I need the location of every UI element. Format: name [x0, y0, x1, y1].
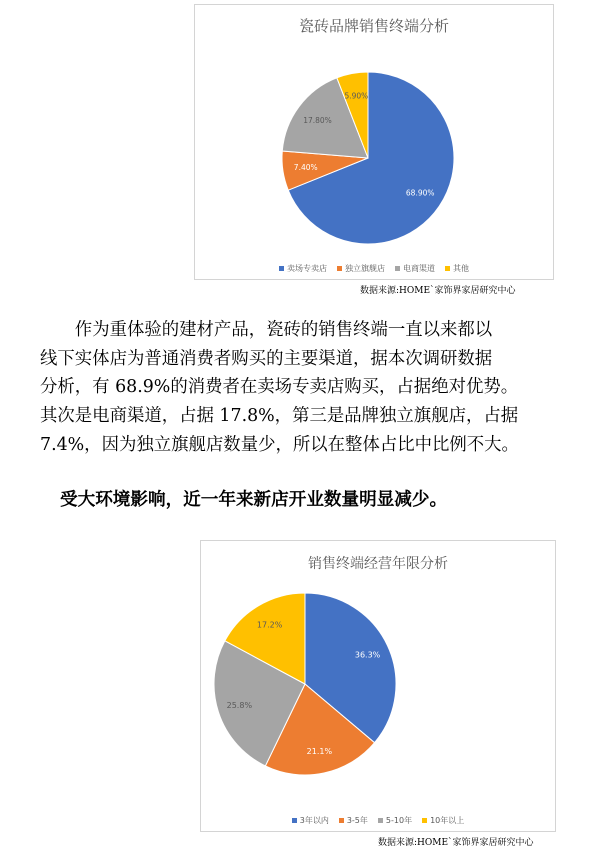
pie-data-label-1: 36.3%	[354, 650, 381, 660]
source-note-2: 数据来源:HOME`家饰界家居研究中心	[378, 838, 534, 848]
legend-item	[339, 815, 368, 826]
chart-1-container	[194, 4, 554, 280]
pie-data-label-3: 17.80%	[303, 115, 332, 125]
legend-label: 5-10年	[385, 816, 413, 825]
chart-1-legend	[195, 263, 553, 274]
pie-data-label-3: 25.8%	[226, 700, 253, 710]
legend-label: 其他	[453, 264, 469, 273]
legend-item	[292, 815, 329, 826]
legend-swatch	[279, 266, 284, 271]
legend-label: 10年以上	[430, 816, 465, 825]
legend-item	[395, 263, 435, 274]
chart-1-pie	[195, 41, 553, 271]
chart-2-pie	[201, 581, 555, 817]
legend-swatch	[378, 818, 383, 823]
legend-label: 卖场专卖店	[287, 264, 327, 273]
chart-2-legend	[201, 815, 555, 826]
legend-swatch	[445, 266, 450, 271]
legend-item	[337, 263, 385, 274]
legend-item	[279, 263, 327, 274]
pie-data-label-4: 5.90%	[344, 91, 369, 101]
legend-item	[422, 815, 464, 826]
legend-item	[378, 815, 412, 826]
paragraph-line: 分析，有 68.9%的消费者在卖场专卖店购买，占据绝对优势。	[40, 377, 519, 398]
body-paragraph	[40, 316, 590, 460]
legend-label: 3年以内	[299, 816, 329, 825]
legend-item	[445, 263, 469, 274]
legend-label: 电商渠道	[403, 264, 435, 273]
chart-2-container	[200, 540, 556, 832]
legend-label: 3-5年	[346, 816, 368, 825]
legend-swatch	[422, 818, 427, 823]
paragraph-line: 其次是电商渠道，占据 17.8%，第三是品牌独立旗舰店，占据	[40, 406, 519, 427]
paragraph-line: 作为重体验的建材产品，瓷砖的销售终端一直以来都以	[74, 320, 493, 340]
source-note-1: 数据来源:HOME`家饰界家居研究中心	[360, 286, 516, 296]
pie-data-label-2: 21.1%	[306, 747, 333, 757]
paragraph-line: 7.4%，因为独立旗舰店数量少，所以在整体占比中比例不大。	[40, 434, 519, 455]
chart-1-title: 瓷砖品牌销售终端分析	[298, 17, 449, 35]
pie-data-label-2: 7.40%	[293, 162, 318, 172]
legend-swatch	[395, 266, 400, 271]
pie-data-label-4: 17.2%	[256, 620, 283, 630]
legend-swatch	[339, 818, 344, 823]
pie-data-label-1: 68.90%	[405, 188, 435, 198]
chart-2-title: 销售终端经营年限分析	[308, 556, 448, 572]
legend-label: 独立旗舰店	[345, 264, 385, 273]
legend-swatch	[292, 818, 297, 823]
section-heading: 受大环境影响，近一年来新店开业数量明显减少。	[60, 490, 448, 510]
paragraph-line: 线下实体店为普通消费者购买的主要渠道，据本次调研数据	[40, 348, 493, 369]
legend-swatch	[337, 266, 342, 271]
